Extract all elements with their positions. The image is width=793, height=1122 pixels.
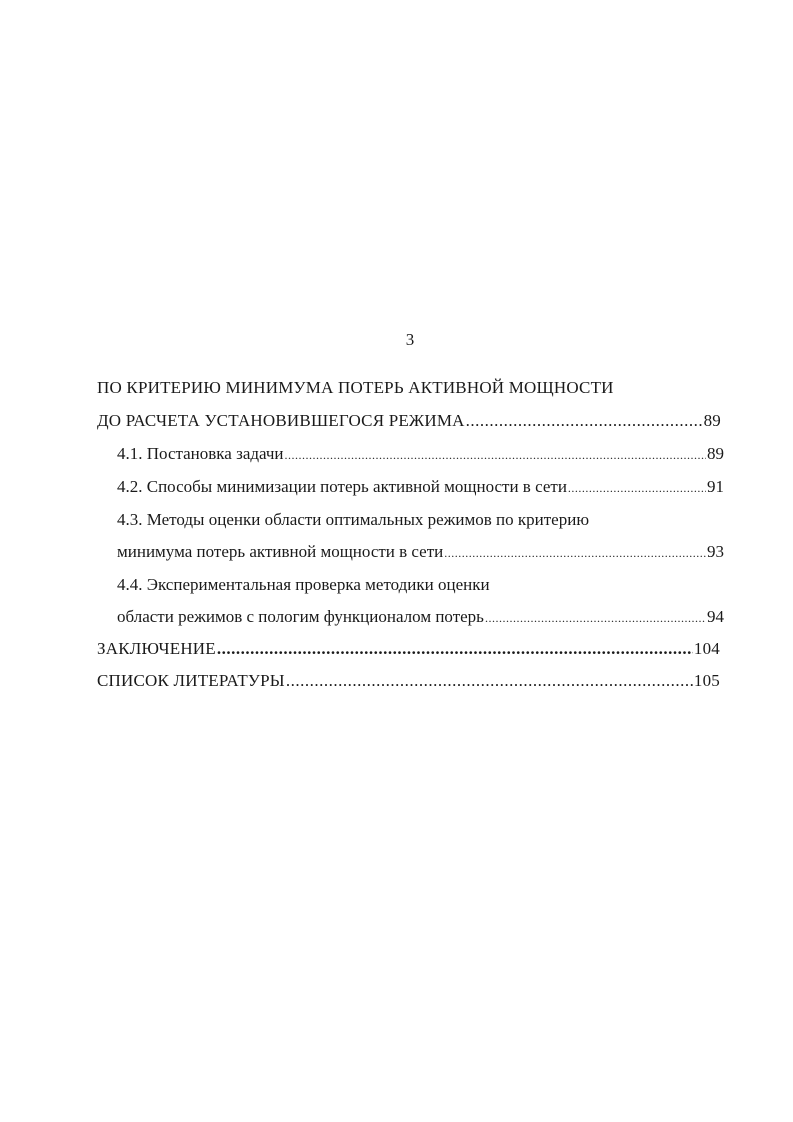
dot-leader (285, 443, 706, 466)
toc-entry-page: 89 (703, 411, 721, 430)
toc-entry-title: СПИСОК ЛИТЕРАТУРЫ (97, 671, 285, 690)
toc-entry (97, 377, 717, 399)
toc-entry (97, 638, 720, 660)
toc-entry-title: 4.2. Способы минимизации потерь активной мощности в сети (117, 477, 567, 496)
toc-entry-page: 104 (693, 639, 720, 658)
toc-entry (97, 410, 721, 432)
dot-leader (286, 670, 693, 692)
toc-entry-page: 91 (707, 477, 724, 496)
dot-leader (217, 638, 693, 660)
dot-leader (466, 410, 703, 432)
toc-entry-title: ПО КРИТЕРИЮ МИНИМУМА ПОТЕРЬ АКТИВНОЙ МОЩНОСТИ (97, 378, 614, 397)
toc-entry-page: 105 (693, 671, 720, 690)
toc-entry-title: ДО РАСЧЕТА УСТАНОВИВШЕГОСЯ РЕЖИМА (97, 411, 465, 430)
toc-entry (117, 541, 724, 564)
toc-entry-page: 94 (707, 607, 724, 626)
toc-entry-title: области режимов с пологим функционалом потерь (117, 607, 484, 626)
toc-entry-title: 4.1. Постановка задачи (117, 444, 284, 463)
dot-leader (444, 541, 706, 564)
dot-leader (568, 476, 706, 499)
toc-entry-title: 4.3. Методы оценки области оптимальных режимов по критерию (117, 510, 590, 529)
toc-entry-title: минимума потерь активной мощности в сети (117, 542, 444, 561)
toc-entry-title: 4.4. Экспериментальная проверка методики оценки (117, 575, 490, 594)
toc-entry (117, 606, 724, 629)
toc-entry-page: 93 (707, 542, 724, 561)
dot-leader (485, 606, 706, 629)
toc-entry (117, 443, 724, 466)
toc-entry (117, 574, 724, 596)
toc-entry (97, 670, 720, 692)
toc-entry (117, 509, 724, 531)
toc-entry-page: 89 (707, 444, 724, 463)
toc-entry (117, 476, 724, 499)
toc-entry-title: ЗАКЛЮЧЕНИЕ (97, 639, 216, 658)
page-number: 3 (405, 330, 415, 349)
